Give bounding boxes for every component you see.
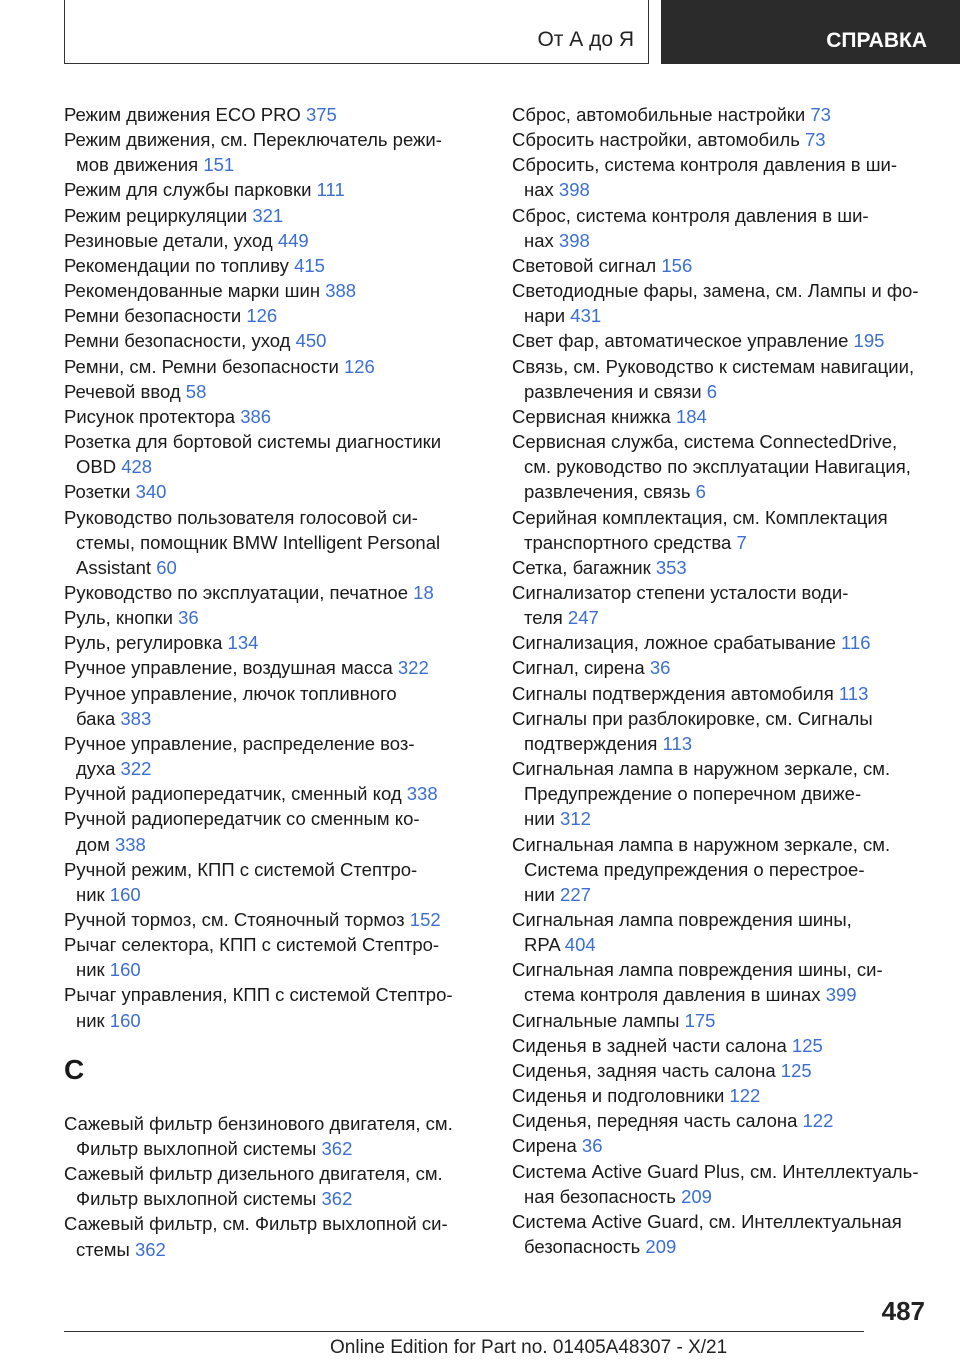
index-entry: [512, 1008, 932, 1033]
index-page-link[interactable]: 36: [178, 607, 199, 629]
index-entry-text: Assistant: [76, 556, 152, 578]
index-entry: [64, 303, 484, 328]
index-page-link[interactable]: 116: [841, 632, 871, 654]
index-entry: [512, 957, 932, 1007]
index-entry-text: Режим рециркуляции: [64, 204, 248, 226]
index-entry-text: Сброс, система контроля давления в ши-: [512, 204, 869, 226]
index-entry: [512, 505, 932, 555]
index-entry: [512, 1108, 932, 1133]
index-page-link[interactable]: 322: [397, 657, 429, 679]
index-page-link[interactable]: 321: [252, 204, 284, 226]
index-entry-text: Рекомендации по топливу: [64, 254, 289, 276]
index-entry-text: стема контроля давления в шинах: [524, 984, 821, 1006]
index-entry: [64, 630, 484, 655]
header-breadcrumb: От А до Я: [537, 28, 634, 51]
index-entry: [64, 907, 484, 932]
index-entry-text: Ручное управление, воздушная масса: [64, 657, 393, 679]
index-entry: [512, 328, 932, 353]
index-page-link[interactable]: 428: [121, 456, 153, 478]
index-entry-text: Руль, кнопки: [64, 607, 173, 629]
index-entry-text: ник: [76, 1009, 105, 1031]
index-page-link[interactable]: 338: [406, 783, 438, 805]
index-page-link[interactable]: 383: [120, 707, 152, 729]
index-entry-text: Сервисная книжка: [512, 405, 671, 427]
index-entry: [64, 1211, 484, 1261]
index-entry-text: Фильтр выхлопной системы: [76, 1137, 317, 1159]
index-entry: [64, 982, 484, 1032]
index-entry-text: подтверждения: [524, 732, 658, 754]
index-entry-text: Рычаг селектора, КПП с системой Стептро-: [64, 934, 440, 956]
index-entry: [64, 479, 484, 504]
index-entry-text: Ручное управление, распределение воз-: [64, 732, 415, 754]
index-entry-text: Сажевый фильтр бензинового двигателя, см.: [64, 1112, 453, 1134]
index-page-link[interactable]: 398: [558, 179, 590, 201]
index-entry: [512, 102, 932, 127]
index-entry-text: см. руководство по эксплуатации Навигация,: [524, 456, 911, 478]
index-entry-text: Система Active Guard, см. Интеллектуальная: [512, 1210, 902, 1232]
index-page-link[interactable]: 338: [114, 833, 146, 855]
index-entry-text: Ручной радиопередатчик со сменным ко-: [64, 808, 420, 830]
index-page-link[interactable]: 151: [203, 154, 235, 176]
index-entry-text: Сигнал, сирена: [512, 657, 645, 679]
index-entry-text: дом: [76, 833, 110, 855]
index-entry-text: Сигнализатор степени усталости води-: [512, 581, 849, 603]
index-entry: [64, 1111, 484, 1161]
index-entry: [64, 505, 484, 580]
index-page-link[interactable]: 404: [564, 934, 596, 956]
index-page-link[interactable]: 386: [240, 405, 272, 427]
index-entry: [64, 354, 484, 379]
index-entry: [64, 806, 484, 856]
index-page-link[interactable]: 175: [684, 1009, 716, 1031]
index-entry-text: Серийная комплектация, см. Комплектация: [512, 506, 888, 528]
index-entry: [64, 429, 484, 479]
index-entry-text: Сиденья, передняя часть салона: [512, 1110, 798, 1132]
index-page-link[interactable]: 322: [120, 758, 152, 780]
index-entry-text: Руль, регулировка: [64, 632, 223, 654]
index-page-link[interactable]: 195: [853, 330, 885, 352]
index-entry-text: развлечения и связи: [524, 380, 702, 402]
index-entry: [64, 1161, 484, 1211]
index-page-link[interactable]: 152: [409, 909, 441, 930]
index-page-link[interactable]: 398: [558, 229, 590, 251]
index-entry-text: Ремни, см. Ремни безопасности: [64, 355, 339, 377]
index-entry-text: нии: [524, 883, 555, 905]
index-entry-text: Сигналы при разблокировке, см. Сигналы: [512, 707, 873, 729]
index-entry-text: Рекомендованные марки шин: [64, 280, 321, 302]
index-entry-text: безопасность: [524, 1236, 641, 1258]
index-entry: [512, 1033, 932, 1058]
index-page-link[interactable]: 126: [343, 355, 375, 377]
index-entry-text: Руководство по эксплуатации, печатное: [64, 581, 409, 603]
index-page-link[interactable]: 36: [581, 1135, 603, 1157]
index-entry-text: Ручной тормоз, см. Стояночный тормоз: [64, 909, 405, 930]
index-entry-text: Ремни безопасности, уход: [64, 330, 291, 352]
index-entry: [64, 932, 484, 982]
index-entry-text: Сигнальные лампы: [512, 1009, 680, 1031]
index-entry: [512, 655, 932, 680]
index-column-right: [512, 102, 932, 1259]
index-entry-text: Ремни безопасности: [64, 305, 242, 327]
index-entry-text: транспортного средства: [524, 531, 732, 553]
index-page-link[interactable]: 73: [805, 129, 826, 151]
index-entry-text: Свет фар, автоматическое управление: [512, 330, 849, 352]
index-entry: [512, 681, 932, 706]
header-section-title: СПРАВКА: [826, 29, 927, 52]
index-entry-text: стемы: [76, 1238, 130, 1260]
index-entry-text: OBD: [76, 456, 117, 478]
index-entry-text: Рычаг управления, КПП с системой Стептро-: [64, 984, 453, 1006]
index-entry-text: развлечения, связь: [524, 481, 691, 503]
index-entry: [512, 152, 932, 202]
index-entry-text: Руководство пользователя голосовой си-: [64, 506, 418, 528]
index-page-link[interactable]: 73: [810, 104, 831, 125]
index-page-link[interactable]: 449: [277, 229, 309, 251]
index-entry-text: Система предупреждения о перестрое-: [524, 858, 865, 880]
index-entry: [512, 253, 932, 278]
index-entry-text: ник: [76, 959, 105, 981]
index-entry-text: Сброс, автомобильные настройки: [512, 104, 806, 125]
index-entry-text: Связь, см. Руководство к системам навигации,: [512, 355, 915, 377]
index-entry: [512, 907, 932, 957]
index-page-link[interactable]: 209: [645, 1236, 677, 1258]
index-page-link[interactable]: 227: [560, 883, 591, 905]
index-entry: [64, 580, 484, 605]
index-entry: [64, 857, 484, 907]
index-entry-text: Режим движения, см. Переключатель режи-: [64, 129, 442, 151]
index-entry: [512, 1209, 932, 1259]
index-page-link[interactable]: 247: [567, 607, 599, 629]
index-page-link[interactable]: 7: [736, 531, 747, 553]
index-entry: [512, 706, 932, 756]
footer-edition: Online Edition for Part no. 01405A48307 - X/21: [330, 1337, 728, 1358]
index-entry-text: Сигналы подтверждения автомобиля: [512, 682, 834, 704]
index-page-link[interactable]: 160: [109, 1009, 141, 1031]
index-page-link[interactable]: 160: [109, 883, 141, 905]
index-entry-text: Предупреждение о поперечном движе-: [524, 783, 862, 805]
index-page-link[interactable]: 156: [661, 254, 693, 276]
index-entry-text: Ручное управление, лючок топливного: [64, 682, 397, 704]
index-entry: [64, 203, 484, 228]
index-page-link[interactable]: 6: [706, 380, 717, 402]
index-entry-text: Сбросить настройки, автомобиль: [512, 129, 800, 151]
index-entry: [64, 655, 484, 680]
index-entry: [512, 580, 932, 630]
index-entry-text: Сигнальная лампа повреждения шины,: [512, 909, 852, 930]
index-entry-text: ник: [76, 883, 105, 905]
index-entry: [512, 127, 932, 152]
index-page-link[interactable]: 60: [156, 556, 177, 578]
index-page-link[interactable]: 362: [134, 1238, 166, 1260]
index-page-link[interactable]: 362: [321, 1137, 353, 1159]
index-entry-text: нари: [524, 305, 566, 327]
index-page-link[interactable]: 160: [109, 959, 141, 981]
footer-divider: [64, 1331, 864, 1332]
index-entry: [512, 203, 932, 253]
index-entry: [64, 328, 484, 353]
index-page-link[interactable]: 122: [729, 1085, 761, 1107]
index-entry-text: Сиденья, задняя часть салона: [512, 1059, 776, 1081]
index-entry-text: Сажевый фильтр, см. Фильтр выхлопной си-: [64, 1213, 448, 1235]
index-page-link[interactable]: 6: [695, 481, 706, 503]
index-page-link[interactable]: 36: [649, 657, 671, 679]
index-page-link[interactable]: 415: [294, 254, 325, 276]
index-entry-text: теля: [524, 607, 563, 629]
index-page-link[interactable]: 312: [560, 808, 591, 830]
index-entry: [64, 781, 484, 806]
index-entry-text: духа: [76, 758, 116, 780]
index-page-link[interactable]: 362: [321, 1188, 353, 1210]
index-entry-text: мов движения: [76, 154, 199, 176]
index-entry-text: Сигнальная лампа в наружном зеркале, см.: [512, 758, 891, 780]
index-entry: [64, 731, 484, 781]
index-entry: [64, 681, 484, 731]
index-entry-text: Розетки: [64, 481, 131, 503]
index-page-link[interactable]: 111: [316, 179, 345, 201]
index-page-link[interactable]: 450: [295, 330, 327, 352]
index-column-left: [64, 102, 484, 1262]
index-entry-text: Сервисная служба, система ConnectedDrive,: [512, 431, 898, 453]
index-entry: [512, 354, 932, 404]
index-entry-text: Фильтр выхлопной системы: [76, 1188, 317, 1210]
index-page-link[interactable]: 18: [413, 581, 434, 603]
index-entry: [64, 379, 484, 404]
index-entry: [512, 404, 932, 429]
index-page-link[interactable]: 125: [791, 1034, 823, 1056]
index-entry-text: Речевой ввод: [64, 380, 181, 402]
index-page-link[interactable]: 134: [227, 632, 259, 654]
index-entry-text: нии: [524, 808, 555, 830]
index-entry: [512, 1133, 932, 1158]
index-entry: [64, 177, 484, 202]
index-page-link[interactable]: 375: [305, 104, 337, 125]
index-entry-text: Сигнализация, ложное срабатывание: [512, 632, 836, 654]
index-entry-text: Система Active Guard Plus, см. Интеллектуаль-: [512, 1160, 919, 1182]
index-entry-text: Сигнальная лампа в наружном зеркале, см.: [512, 833, 891, 855]
section-letter: С: [64, 1053, 85, 1085]
index-entry: [512, 630, 932, 655]
index-entry-text: Режим для службы парковки: [64, 179, 312, 201]
index-page-link[interactable]: 431: [570, 305, 602, 327]
index-entry: [64, 278, 484, 303]
header-tab-breadcrumb: [64, 0, 649, 64]
index-entry-text: RPA: [524, 934, 560, 956]
index-entry: [512, 1058, 932, 1083]
index-page-link[interactable]: 58: [185, 380, 207, 402]
index-entry-text: Ручной радиопередатчик, сменный код: [64, 783, 402, 805]
index-entry-text: Режим движения ECO PRO: [64, 104, 301, 125]
index-entry: [64, 253, 484, 278]
index-entry-text: Сбросить, система контроля давления в ши-: [512, 154, 898, 176]
index-page-link[interactable]: 399: [825, 984, 857, 1006]
index-entry: [512, 555, 932, 580]
index-entry-text: Резиновые детали, уход: [64, 229, 273, 251]
index-page-link[interactable]: 388: [325, 280, 357, 302]
index-entry: [512, 429, 932, 504]
index-entry-text: Сирена: [512, 1135, 577, 1157]
index-page-link[interactable]: 340: [135, 481, 167, 503]
index-entry-text: Светодиодные фары, замена, см. Лампы и фо-: [512, 280, 919, 302]
index-page-link[interactable]: 209: [681, 1185, 712, 1207]
index-page-link[interactable]: 113: [662, 732, 693, 754]
index-entry: [64, 605, 484, 630]
index-page-link[interactable]: 122: [802, 1110, 834, 1132]
index-entry-text: ная безопасность: [524, 1185, 676, 1207]
index-page-link[interactable]: 113: [838, 682, 869, 704]
index-entry: [512, 832, 932, 907]
index-page-link[interactable]: 125: [780, 1059, 812, 1081]
index-entry-text: бака: [76, 707, 116, 729]
index-entry: [64, 127, 484, 177]
index-entry: [64, 404, 484, 429]
index-entry-text: Сигнальная лампа повреждения шины, си-: [512, 959, 883, 981]
index-entry: [512, 278, 932, 328]
index-entry-text: нах: [524, 179, 554, 201]
index-page-link[interactable]: 184: [675, 405, 707, 427]
index-entry-text: Сиденья в задней части салона: [512, 1034, 787, 1056]
index-entry: [512, 1159, 932, 1209]
page-number: 487: [881, 1296, 925, 1326]
index-entry: [64, 228, 484, 253]
index-entry-text: Сетка, багажник: [512, 556, 651, 578]
index-entry-text: Сиденья и подголовники: [512, 1085, 725, 1107]
index-entry-text: нах: [524, 229, 554, 251]
index-entry-text: Световой сигнал: [512, 254, 657, 276]
index-page-link[interactable]: 126: [246, 305, 278, 327]
index-page-link[interactable]: 353: [655, 556, 687, 578]
index-entry-text: Розетка для бортовой системы диагностики: [64, 431, 442, 453]
index-entry: [64, 102, 484, 127]
index-entry-text: стемы, помощник BMW Intelligent Personal: [76, 531, 441, 553]
index-entry-text: Ручной режим, КПП с системой Стептро-: [64, 858, 418, 880]
header-tab-section: [661, 0, 960, 64]
index-entry: [512, 756, 932, 831]
index-entry-text: Сажевый фильтр дизельного двигателя, см.: [64, 1163, 443, 1185]
index-entry: [512, 1083, 932, 1108]
index-entry-text: Рисунок протектора: [64, 405, 236, 427]
